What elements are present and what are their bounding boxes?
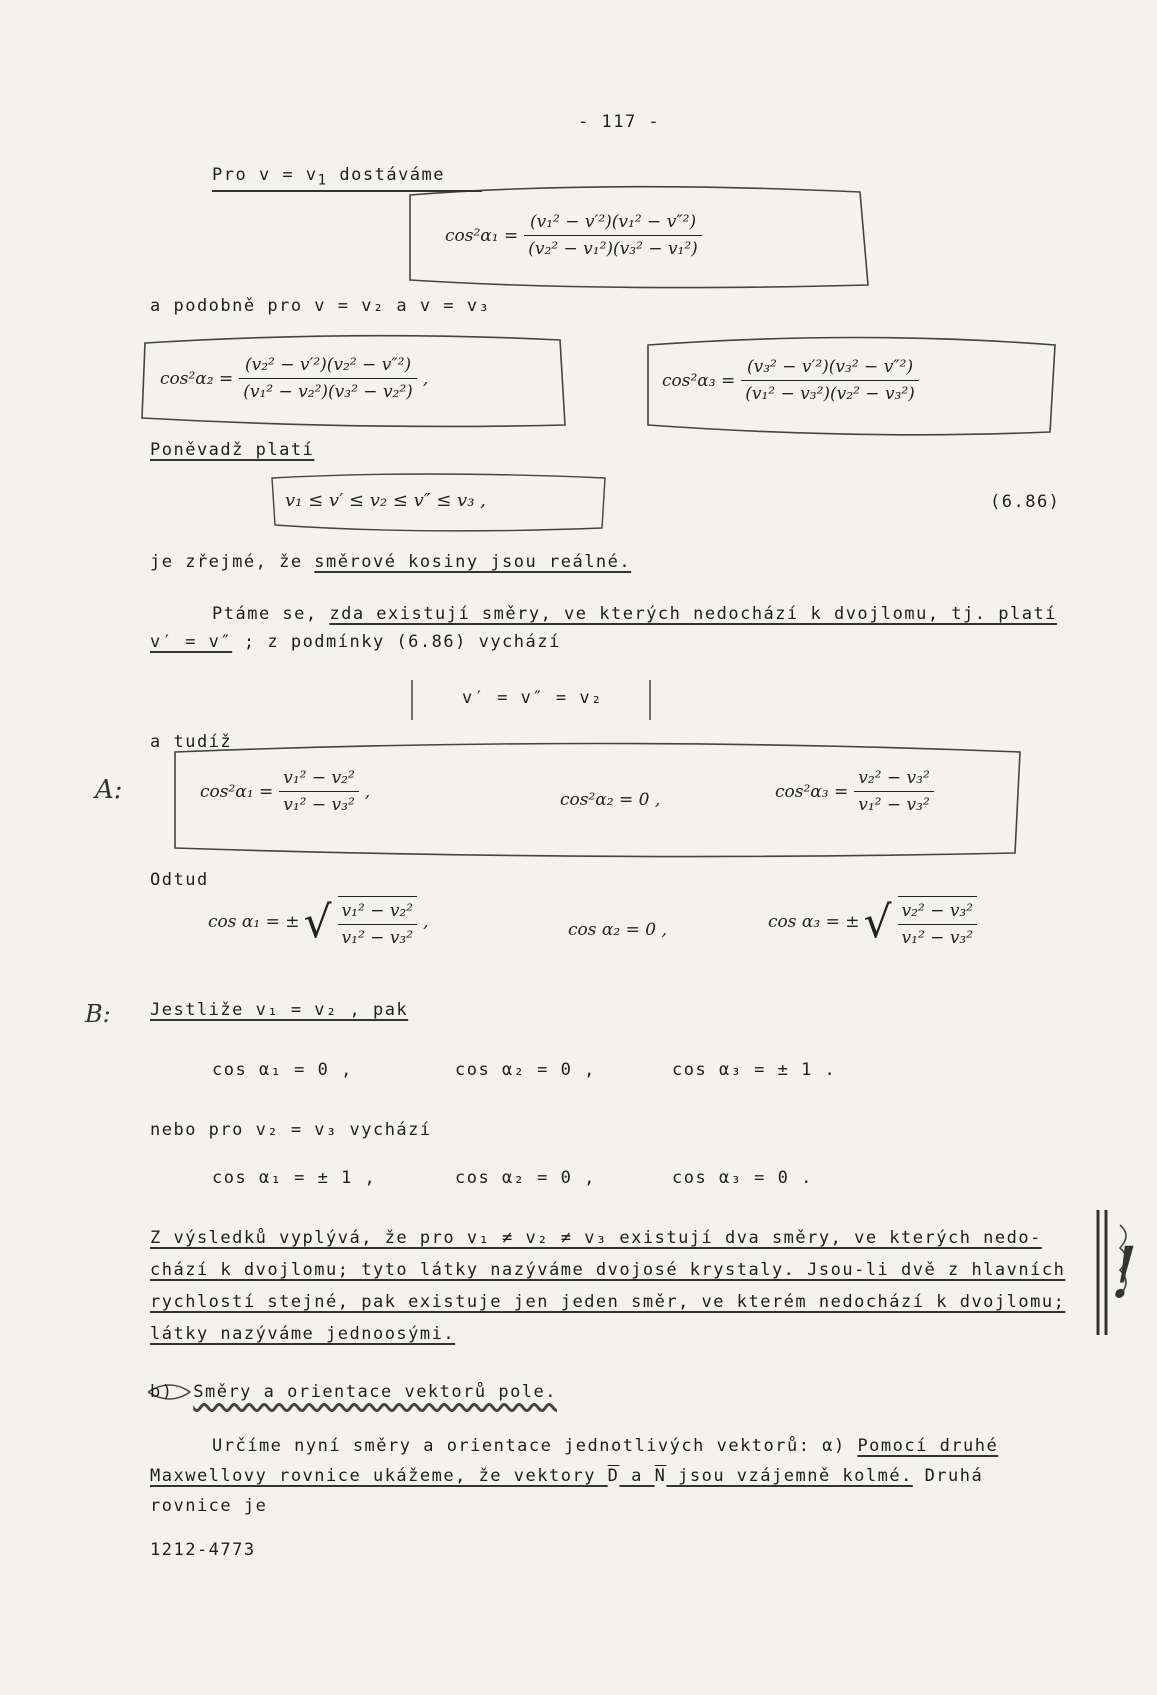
eq2-den: (v₁² − v₂²)(v₃² − v₂²) xyxy=(239,378,417,402)
paragraph-line-4: látky nazýváme jednoosými. xyxy=(150,1324,456,1344)
eq2-fraction xyxy=(239,355,417,402)
margin-exclamation: ! xyxy=(1110,1232,1139,1314)
eq3-lhs: cos²α₃ = xyxy=(662,370,736,391)
eq1-fraction xyxy=(524,212,702,259)
line-podminky-b: ; z podmínky (6.86) vychází xyxy=(232,632,561,652)
text-line-1-a: Určíme nyní směry a orientace jednotlivých vektorů: α) xyxy=(212,1436,846,1456)
vector-n: $\overline{N}$ xyxy=(654,1466,667,1486)
condition-v-equal: v′ = v″ = v₂ xyxy=(462,688,603,708)
b1-num: v₁² − v₂² xyxy=(341,901,414,921)
inequality-6-86: v₁ ≤ v′ ≤ v₂ ≤ v″ ≤ v₃ , xyxy=(285,490,486,511)
line-zrejme-b: směrové kosiny jsou reálné. xyxy=(314,552,632,572)
line-pro-v1 xyxy=(212,165,445,188)
paragraph-line-2: chází k dvojlomu; tyto látky nazýváme dvojosé krystaly. Jsou-li dvě z hlavních xyxy=(150,1260,1066,1280)
eq1-den: (v₂² − v₁²)(v₃² − v₁²) xyxy=(524,235,702,259)
paragraph-line-1: Z výsledků vyplývá, že pro v₁ ≠ v₂ ≠ v₃ existují dva směry, ve kterých nedo- xyxy=(150,1228,1042,1248)
vector-d: $\overline{D}$ xyxy=(607,1466,620,1486)
a1-num: v₁² − v₂² xyxy=(283,768,355,788)
a3-lhs: cos²α₃ = xyxy=(775,781,849,802)
line-ptame-a: Ptáme se, xyxy=(212,604,330,624)
footer-code: 1212-4773 xyxy=(150,1540,256,1560)
line-podminky xyxy=(150,632,561,652)
a3-expression xyxy=(775,768,940,815)
eq1-num: (v₁² − v′²)(v₁² − v″²) xyxy=(529,212,697,232)
b3-num: v₂² − v₃² xyxy=(901,901,974,921)
eq2-num: (v₂² − v′²)(v₂² − v″²) xyxy=(244,355,412,375)
sqrt-icon: √ xyxy=(863,896,892,948)
b3-den: v₁² − v₃² xyxy=(898,924,978,948)
b1-expression xyxy=(208,896,428,948)
line-pro-v1-sub: 1 xyxy=(317,172,328,189)
line-ptame-b: zda existují směry, ve kterých nedochází k dvojlomu, tj. platí xyxy=(329,604,1057,624)
a3-fraction xyxy=(854,768,934,815)
equation-number: (6.86) xyxy=(990,492,1061,512)
b1-lhs: cos α₁ = ± xyxy=(208,912,300,932)
section-title: Směry a orientace vektorů pole. xyxy=(193,1382,558,1402)
a1-expression xyxy=(200,768,370,815)
line-pro-v1-tail: dostáváme xyxy=(327,165,446,185)
sqrt-icon: √ xyxy=(303,896,332,948)
line-jestlize: Jestliže v₁ = v₂ , pak xyxy=(150,1000,409,1020)
b1-den: v₁² − v₃² xyxy=(338,924,418,948)
line-podminky-a: v′ = v″ xyxy=(150,632,233,652)
a2-expression: cos²α₂ = 0 , xyxy=(560,790,661,810)
d3-expression: cos α₃ = 0 . xyxy=(672,1168,813,1188)
line-odtud: Odtud xyxy=(150,870,209,890)
eq2-lhs: cos²α₂ = xyxy=(160,368,234,389)
a1-lhs: cos²α₁ = xyxy=(200,781,274,802)
a3-den: v₁² − v₃² xyxy=(854,791,934,815)
line-pro-v1-text: Pro v = v xyxy=(212,165,318,185)
b3-expression xyxy=(768,896,983,948)
line-nebo: nebo pro v₂ = v₃ vychází xyxy=(150,1120,432,1140)
equation-cos-alpha1 xyxy=(445,212,708,259)
b3-lhs: cos α₃ = ± xyxy=(768,912,860,932)
d1-expression: cos α₁ = ± 1 , xyxy=(212,1168,377,1188)
b1-tail: , xyxy=(423,912,429,932)
text-line-2-b: jsou vzájemně kolmé. xyxy=(666,1466,913,1486)
c1-expression: cos α₁ = 0 , xyxy=(212,1060,353,1080)
margin-label-a: A: xyxy=(95,775,123,805)
b1-fraction xyxy=(338,896,418,948)
c3-expression: cos α₃ = ± 1 . xyxy=(672,1060,837,1080)
eq3-den: (v₁² − v₃²)(v₂² − v₃²) xyxy=(741,380,919,404)
line-zrejme xyxy=(150,552,631,572)
line-ponevadz: Poněvadž platí xyxy=(150,440,315,460)
d2-expression: cos α₂ = 0 , xyxy=(455,1168,596,1188)
text-line-3: rovnice je xyxy=(150,1496,268,1516)
line-zrejme-a: je zřejmé, že xyxy=(150,552,315,572)
eq3-fraction xyxy=(741,357,919,404)
section-heading xyxy=(150,1382,557,1402)
c2-expression: cos α₂ = 0 , xyxy=(455,1060,596,1080)
line-tudiz: a tudíž xyxy=(150,732,233,752)
margin-label-b: B: xyxy=(85,1000,111,1028)
page-number: - 117 - xyxy=(578,112,661,132)
a1-den: v₁² − v₃² xyxy=(279,791,359,815)
text-line-2 xyxy=(150,1466,983,1486)
a1-tail: , xyxy=(364,781,371,802)
a3-num: v₂² − v₃² xyxy=(858,768,930,788)
underline-1 xyxy=(212,190,482,192)
b3-fraction xyxy=(898,896,978,948)
line-ptame xyxy=(212,604,1057,624)
equation-cos-alpha3 xyxy=(662,357,925,404)
a1-fraction xyxy=(279,768,359,815)
text-line-1-b: Pomocí druhé xyxy=(857,1436,999,1456)
text-line-2-mid: a xyxy=(619,1466,655,1486)
eq2-comma: , xyxy=(422,368,429,389)
eq1-lhs: cos²α₁ = xyxy=(445,225,519,246)
line-podobne: a podobně pro v = v₂ a v = v₃ xyxy=(150,296,491,316)
text-line-2-a: Maxwellovy rovnice ukážeme, že vektory xyxy=(150,1466,608,1486)
section-label: b) xyxy=(150,1382,174,1402)
text-line-1 xyxy=(212,1436,998,1456)
text-line-2-c: Druhá xyxy=(912,1466,984,1486)
paragraph-line-3: rychlostí stejné, pak existuje jen jeden směr, ve kterém nedochází k dvojlomu; xyxy=(150,1292,1066,1312)
eq3-num: (v₃² − v′²)(v₃² − v″²) xyxy=(746,357,914,377)
equation-cos-alpha2 xyxy=(160,355,428,402)
b2-expression: cos α₂ = 0 , xyxy=(568,920,667,940)
